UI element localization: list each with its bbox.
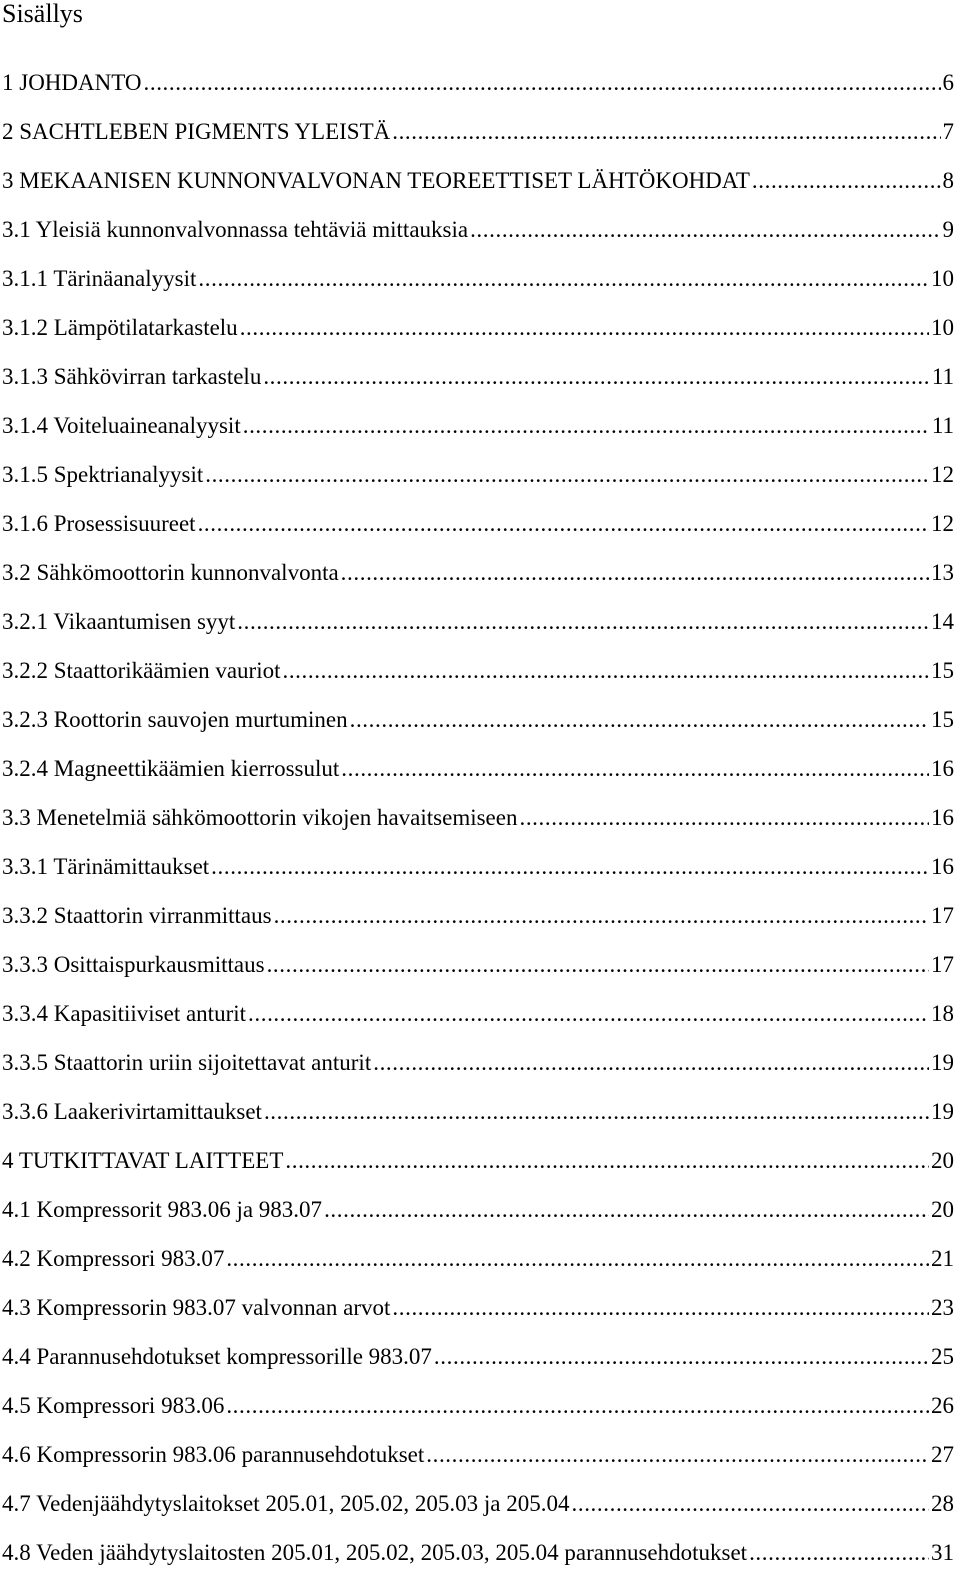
toc-dot-leader: [426, 1437, 929, 1473]
toc-dot-leader: [198, 506, 929, 542]
toc-entry-page-number: 20: [931, 1148, 954, 1173]
toc-entry-page-number: 7: [942, 119, 954, 144]
toc-dot-leader: [324, 1192, 929, 1228]
toc-entry-page-number: 15: [931, 707, 954, 732]
toc-dot-leader: [205, 457, 929, 493]
toc-entry-page-number: 26: [931, 1393, 954, 1418]
toc-entry-page-number: 28: [931, 1491, 954, 1516]
toc-entry[interactable]: [2, 653, 954, 702]
toc-dot-leader: [572, 1486, 930, 1522]
toc-entry[interactable]: [2, 457, 954, 506]
toc-entry-label: 3 MEKAANISEN KUNNONVALVONAN TEOREETTISET LÄHTÖKOHDAT: [2, 168, 750, 193]
toc-entry[interactable]: [2, 898, 954, 947]
toc-entry-label: 3.3.3 Osittaispurkausmittaus: [2, 952, 265, 977]
toc-dot-leader: [211, 849, 929, 885]
toc-dot-leader: [373, 1045, 929, 1081]
toc-entry-page-number: 16: [931, 805, 954, 830]
toc-entry-page-number: 18: [931, 1001, 954, 1026]
toc-entry-page-number: 19: [931, 1050, 954, 1075]
toc-dot-leader: [263, 359, 930, 395]
toc-entry-label: 4.7 Vedenjäähdytyslaitokset 205.01, 205.02, 205.03 ja 205.04: [2, 1491, 570, 1516]
toc-entry-label: 3.3.6 Laakerivirtamittaukset: [2, 1099, 262, 1124]
toc-entry-label: 4.1 Kompressorit 983.06 ja 983.07: [2, 1197, 323, 1222]
toc-entry[interactable]: [2, 261, 954, 310]
toc-dot-leader: [752, 163, 941, 199]
toc-entry-label: 1 JOHDANTO: [2, 70, 142, 95]
toc-entry-page-number: 16: [931, 854, 954, 879]
toc-dot-leader: [434, 1339, 929, 1375]
toc-entry-page-number: 17: [931, 952, 954, 977]
toc-entry[interactable]: [2, 1143, 954, 1192]
toc-dot-leader: [350, 702, 929, 738]
toc-entry-label: 3.1.2 Lämpötilatarkastelu: [2, 315, 238, 340]
toc-entry[interactable]: [2, 1437, 954, 1486]
toc-dot-leader: [519, 800, 929, 836]
toc-entry[interactable]: [2, 751, 954, 800]
toc-dot-leader: [392, 1290, 929, 1326]
toc-entry-page-number: 12: [931, 462, 954, 487]
toc-entry-label: 4.4 Parannusehdotukset kompressorille 983.07: [2, 1344, 432, 1369]
toc-entry[interactable]: [2, 1388, 954, 1437]
toc-entry-label: 3.3.5 Staattorin uriin sijoitettavat anturit: [2, 1050, 372, 1075]
toc-entry-page-number: 27: [931, 1442, 954, 1467]
toc-entry-page-number: 16: [931, 756, 954, 781]
toc-entry[interactable]: [2, 849, 954, 898]
toc-dot-leader: [240, 310, 929, 346]
toc-entry[interactable]: [2, 506, 954, 555]
toc-entry-page-number: 20: [931, 1197, 954, 1222]
toc-entry-page-number: 21: [931, 1246, 954, 1271]
toc-entry-label: 4.5 Kompressori 983.06: [2, 1393, 225, 1418]
toc-entry-label: 3.1.3 Sähkövirran tarkastelu: [2, 364, 262, 389]
toc-entry-page-number: 12: [931, 511, 954, 536]
toc-entry[interactable]: [2, 163, 954, 212]
toc-dot-leader: [274, 898, 929, 934]
toc-entry-label: 4.2 Kompressori 983.07: [2, 1246, 225, 1271]
toc-entry[interactable]: [2, 996, 954, 1045]
toc-dot-leader: [226, 1241, 929, 1277]
toc-entry[interactable]: [2, 1094, 954, 1143]
toc-entry-label: 3.3.4 Kapasitiiviset anturit: [2, 1001, 247, 1026]
toc-entry[interactable]: [2, 1241, 954, 1290]
toc-entry-page-number: 25: [931, 1344, 954, 1369]
toc-entry[interactable]: [2, 604, 954, 653]
toc-entry[interactable]: [2, 408, 954, 457]
toc-entry-page-number: 13: [931, 560, 954, 585]
toc-entry[interactable]: [2, 114, 954, 163]
toc-entry-label: 3.2.1 Vikaantumisen syyt: [2, 609, 236, 634]
toc-entry[interactable]: [2, 212, 954, 261]
toc-entry-label: 3.3.1 Tärinämittaukset: [2, 854, 210, 879]
toc-entry[interactable]: [2, 1535, 954, 1584]
toc-entry[interactable]: [2, 800, 954, 849]
toc-entry[interactable]: [2, 310, 954, 359]
toc-dot-leader: [198, 261, 929, 297]
toc-entry-label: 3.2 Sähkömoottorin kunnonvalvonta: [2, 560, 339, 585]
toc-entry[interactable]: [2, 1339, 954, 1388]
toc-list: [2, 65, 954, 1584]
toc-entry-page-number: 6: [942, 70, 954, 95]
toc-dot-leader: [237, 604, 929, 640]
toc-entry-label: 3.1.6 Prosessisuureet: [2, 511, 196, 536]
toc-dot-leader: [144, 65, 941, 101]
toc-entry-page-number: 15: [931, 658, 954, 683]
toc-dot-leader: [470, 212, 940, 248]
toc-entry-label: 4.8 Veden jäähdytyslaitosten 205.01, 205.02, 205.03, 205.04 parannusehdotukset: [2, 1540, 748, 1565]
toc-entry-page-number: 19: [931, 1099, 954, 1124]
toc-entry-label: 2 SACHTLEBEN PIGMENTS YLEISTÄ: [2, 119, 391, 144]
toc-dot-leader: [267, 947, 929, 983]
toc-dot-leader: [285, 1143, 929, 1179]
toc-entry-page-number: 31: [931, 1540, 954, 1565]
toc-dot-leader: [248, 996, 929, 1032]
toc-entry-page-number: 8: [942, 168, 954, 193]
toc-dot-leader: [264, 1094, 929, 1130]
toc-entry-label: 3.1 Yleisiä kunnonvalvonnassa tehtäviä mittauksia: [2, 217, 469, 242]
toc-entry[interactable]: [2, 65, 954, 114]
toc-entry-page-number: 11: [931, 413, 954, 438]
toc-dot-leader: [749, 1535, 929, 1571]
toc-entry[interactable]: [2, 947, 954, 996]
toc-entry-label: 3.1.5 Spektrianalyysit: [2, 462, 204, 487]
toc-entry-page-number: 10: [931, 315, 954, 340]
toc-dot-leader: [243, 408, 930, 444]
toc-entry-label: 3.2.3 Roottorin sauvojen murtuminen: [2, 707, 348, 732]
toc-entry-label: 4.3 Kompressorin 983.07 valvonnan arvot: [2, 1295, 391, 1320]
toc-dot-leader: [282, 653, 929, 689]
toc-entry[interactable]: [2, 359, 954, 408]
toc-dot-leader: [226, 1388, 929, 1424]
toc-entry-label: 3.1.4 Voiteluaineanalyysit: [2, 413, 241, 438]
toc-dot-leader: [341, 555, 929, 591]
toc-entry-page-number: 11: [931, 364, 954, 389]
toc-title: Sisällys: [2, 0, 83, 28]
toc-entry-page-number: 14: [931, 609, 954, 634]
toc-entry-label: 4.6 Kompressorin 983.06 parannusehdotukset: [2, 1442, 425, 1467]
toc-entry-label: 3.2.2 Staattorikäämien vauriot: [2, 658, 281, 683]
toc-entry[interactable]: [2, 1192, 954, 1241]
toc-entry-page-number: 9: [942, 217, 954, 242]
toc-entry[interactable]: [2, 1486, 954, 1535]
toc-entry[interactable]: [2, 1045, 954, 1094]
toc-entry-label: 3.2.4 Magneettikäämien kierrossulut: [2, 756, 340, 781]
toc-entry-label: 4 TUTKITTAVAT LAITTEET: [2, 1148, 284, 1173]
toc-entry[interactable]: [2, 555, 954, 604]
toc-entry-page-number: 17: [931, 903, 954, 928]
toc-entry-page-number: 10: [931, 266, 954, 291]
toc-dot-leader: [341, 751, 929, 787]
toc-entry-label: 3.3 Menetelmiä sähkömoottorin vikojen havaitsemiseen: [2, 805, 518, 830]
toc-entry-label: 3.1.1 Tärinäanalyysit: [2, 266, 197, 291]
toc-entry-page-number: 23: [931, 1295, 954, 1320]
toc-entry[interactable]: [2, 1290, 954, 1339]
toc-entry-label: 3.3.2 Staattorin virranmittaus: [2, 903, 272, 928]
toc-dot-leader: [392, 114, 940, 150]
toc-entry[interactable]: [2, 702, 954, 751]
